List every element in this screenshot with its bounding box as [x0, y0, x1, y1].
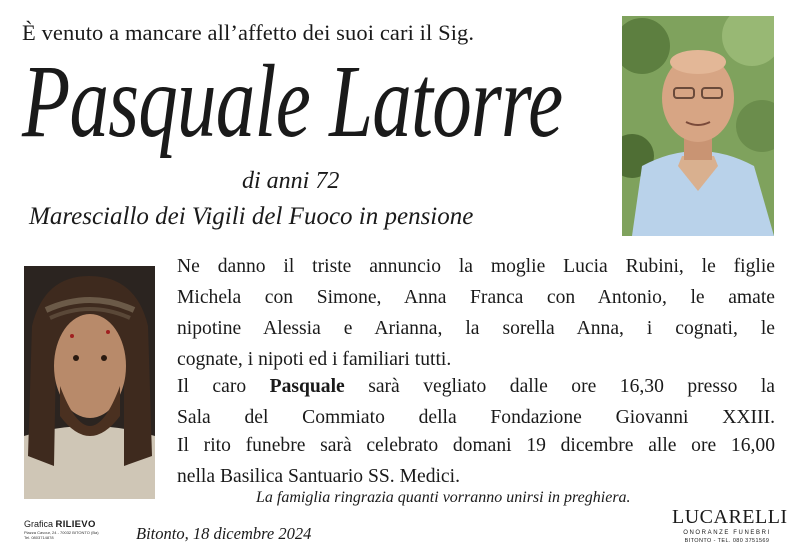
- vigil-line: Sala del Commiato della Fondazione Giovanni XXIII.: [177, 407, 775, 428]
- vigil-line: [177, 371, 775, 402]
- grafica-brand: RILIEVO: [55, 519, 96, 530]
- announcement-line: Ne danno il triste annuncio la moglie Lucia Rubini, le figlie: [177, 256, 775, 277]
- grafica-label: Grafica: [24, 519, 54, 529]
- thanks-text: La famiglia ringrazia quanti vorranno unirsi in preghiera.: [256, 489, 631, 506]
- funeral-home-tel: BITONTO - TEL. 080 3751569: [684, 538, 770, 544]
- funeral-paragraph: [177, 430, 775, 492]
- announcement-line: Michela con Simone, Anna Franca con Antonio, le amate: [177, 287, 775, 308]
- vigil-text: Il caro: [177, 376, 270, 397]
- funeral-line: Il rito funebre sarà celebrato domani 19 dicembre alle ore 16,00: [177, 435, 775, 456]
- grafica-address: Piazza Cavour, 24 - 70032 BITONTO (Ba): [24, 530, 99, 535]
- vigil-name: Pasquale: [269, 376, 345, 397]
- deceased-age: di anni 72: [242, 168, 340, 194]
- announcement-line: cognate, i nipoti ed i familiari tutti.: [177, 349, 452, 370]
- funeral-home-name: LUCARELLI: [672, 506, 788, 528]
- grafica-credit: [24, 519, 124, 549]
- announcement-line: nipotine Alessia e Arianna, la sorella Anna, i cognati, le: [177, 318, 775, 339]
- deceased-name: Pasquale Latorre: [22, 44, 563, 159]
- vigil-text: sarà vegliato dalle ore 16,30 presso la: [344, 376, 775, 397]
- intro-text: È venuto a mancare all’affetto dei suoi cari il Sig.: [22, 20, 475, 45]
- religious-image: [24, 266, 155, 499]
- announcement-paragraph: [177, 251, 775, 375]
- funeral-line: nella Basilica Santuario SS. Medici.: [177, 466, 460, 487]
- deceased-title: Maresciallo dei Vigili del Fuoco in pensione: [29, 203, 474, 230]
- funeral-home-subtitle: ONORANZE FUNEBRI: [683, 530, 771, 536]
- place-date: Bitonto, 18 dicembre 2024: [136, 524, 312, 543]
- vigil-paragraph: [177, 371, 775, 433]
- deceased-portrait: [622, 16, 774, 236]
- funeral-home-logo: [672, 506, 788, 550]
- grafica-tel: Tel. 0803714878: [24, 535, 54, 540]
